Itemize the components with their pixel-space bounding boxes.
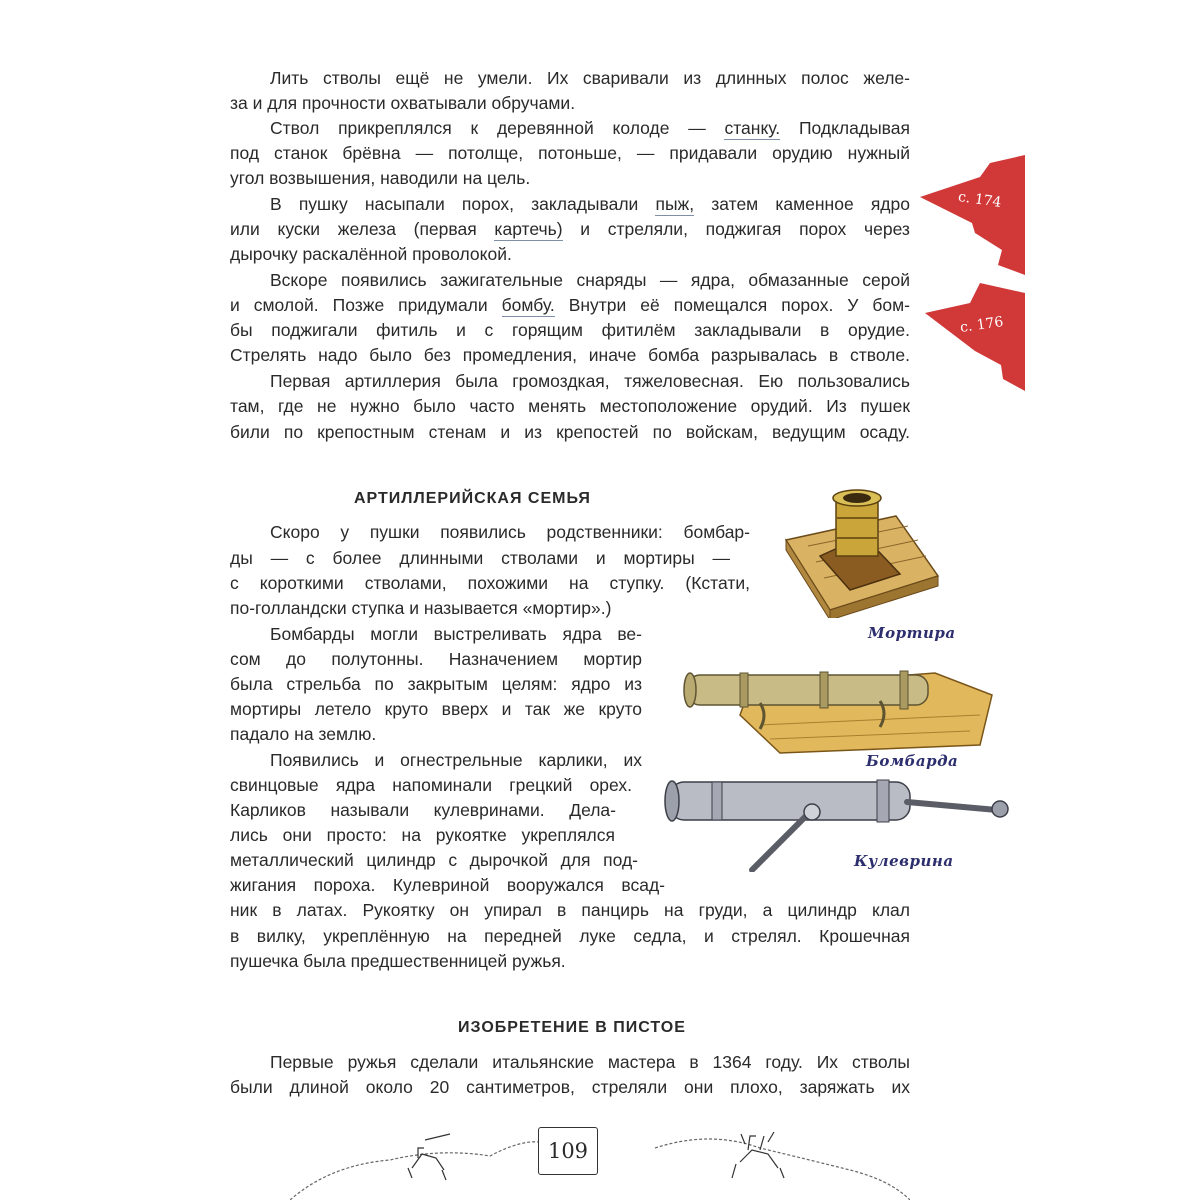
text-line: мортиры летело круто вверх и так же круто [230,699,642,719]
page-number: 109 [538,1127,598,1175]
text-line: Карликов называли кулевринами. Дела- [230,800,616,820]
text-line: жигания пороха. Кулевриной вооружался всад- [230,875,665,895]
section-heading: ИЗОБРЕТЕНИЕ В ПИСТОЕ [458,1019,686,1036]
text-line: были длиной около 20 сантиметров, стреляли они плохо, заряжать их [230,1077,910,1097]
glossary-link-bomba[interactable]: бомбу. [501,295,555,315]
page-ref-tab-174[interactable] [920,155,1030,275]
glossary-link-kartech[interactable]: картечь) [494,219,563,239]
text-line: падало на землю. [230,724,377,744]
text-line: Скоро у пушки появились родственники: бомбар- [270,522,750,542]
text-span: или куски железа (первая [230,219,477,239]
text-line: металлический цилиндр с дырочкой для под- [230,850,638,870]
culverin-illustration [662,772,1012,872]
text-line: бы поджигали фитиль и с горящим фитилём закладывали в орудие. [230,320,910,340]
text-span: и стреляли, поджигая порох через [580,219,910,239]
text-line: свинцовые ядра напоминали грецкий орех. [230,775,632,795]
text-line: ды — с более длинными стволами и мортиры — [230,548,730,568]
text-line: пушечка была предшественницей ружья. [230,951,566,971]
text-line: Появились и огнестрельные карлики, их [270,750,642,770]
text-line: лись они просто: на рукоятке укреплялся [230,825,615,845]
text-line [270,116,910,141]
text-line: по-голландски ступка и называется «мортир».) [230,598,612,618]
caption-mortar: Мортира [868,624,956,642]
text-line: под станок брёвна — потолще, потоньше, — придавали орудию нужный [230,143,910,163]
mortar-illustration [778,478,943,618]
text-line: там, где не нужно было часто менять местоположение орудий. Из пушек [230,396,910,416]
text-span: Подкладывая [798,118,910,138]
text-span: Ствол прикреплялся к деревянной колоде — [270,118,706,138]
text-line: в вилку, укреплённую на передней луке седла, и стрелял. Крошечная [230,926,910,946]
text-line: Бомбарды могли выстреливать ядра ве- [270,624,642,644]
text-line: была стрельба по закрытым целям: ядро из [230,674,642,694]
text-line: Первая артиллерия была громоздкая, тяжеловесная. Ею пользовались [270,371,910,391]
text-span: затем каменное ядро [711,194,910,214]
page-ref-label: с. 176 [959,314,1005,336]
text-line [230,217,910,242]
text-span: и смолой. Позже придумали [230,295,488,315]
caption-bombard: Бомбарда [866,752,959,770]
text-line: угол возвышения, наводили на цель. [230,168,531,188]
page-ref-tab-176[interactable] [925,283,1030,391]
glossary-link-pyzh[interactable]: пыж, [655,194,695,214]
text-line: Вскоре появились зажигательные снаряды — ядра, обмазанные серой [270,270,910,290]
text-line [270,192,910,217]
text-line: ник в латах. Рукоятку он упирал в панцирь на груди, а цилиндр клал [230,900,910,920]
text-line: с короткими стволами, похожими на ступку. (Кстати, [230,573,750,593]
bombard-illustration [680,655,995,755]
text-line: Лить стволы ещё не умели. Их сваривали из длинных полос желе- [270,68,910,88]
page-ref-label: с. 174 [957,189,1003,211]
text-line: дырочку раскалённой проволокой. [230,244,512,264]
text-span: В пушку насыпали порох, закладывали [270,194,639,214]
caption-culverin: Кулеврина [854,852,954,870]
text-line: Первые ружья сделали итальянские мастера в 1364 году. Их стволы [270,1052,910,1072]
text-line: били по крепостным стенам и из крепостей по войскам, ведущим осаду. [230,422,910,442]
glossary-link-stanok[interactable]: станку. [724,118,781,138]
text-line: Стрелять надо было без промедления, иначе бомба разрывалась в стволе. [230,345,910,365]
section-heading: АРТИЛЛЕРИЙСКАЯ СЕМЬЯ [354,490,591,507]
text-span: Внутри её помещался порох. У бом- [568,295,910,315]
text-line: сом до полутонны. Назначением мортир [230,649,642,669]
text-line [230,293,910,318]
footer-landscape [290,1120,910,1200]
text-line: за и для прочности охватывали обручами. [230,93,576,113]
